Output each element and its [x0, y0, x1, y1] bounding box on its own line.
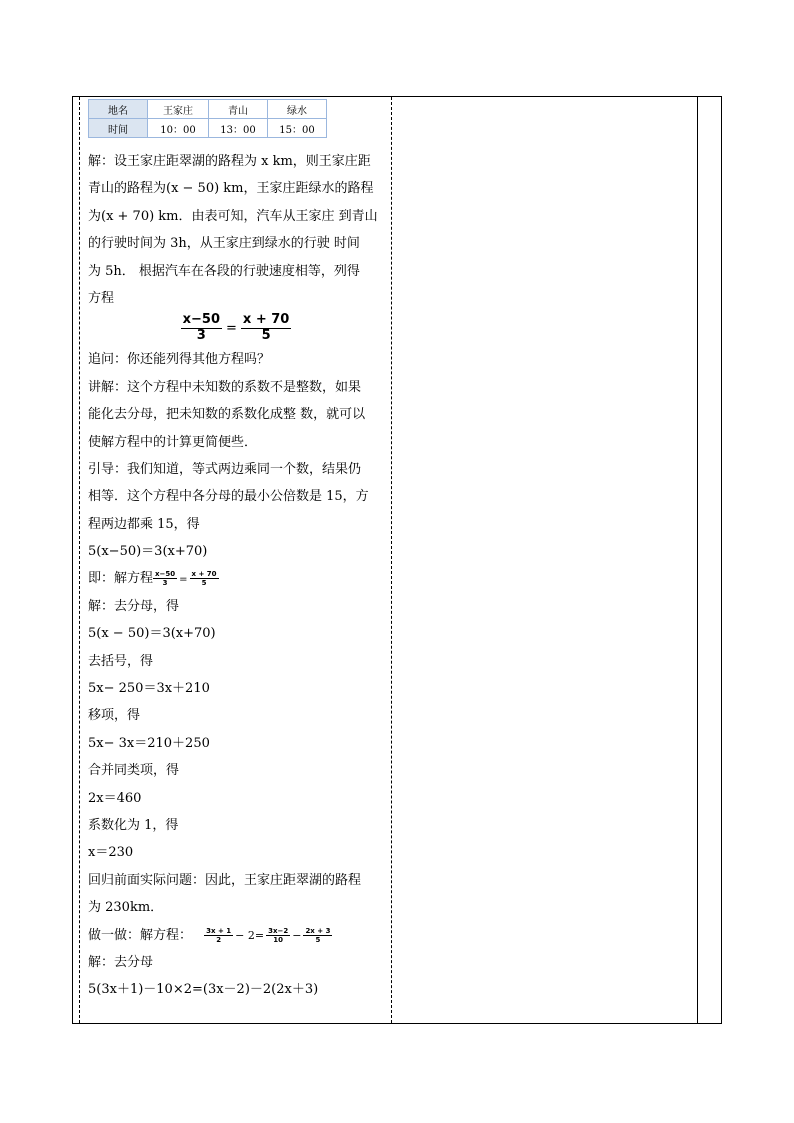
inline-equation-line	[88, 565, 384, 592]
text-line: 解：去分母	[88, 954, 154, 970]
fraction-right	[241, 313, 291, 344]
equation-display	[88, 312, 384, 346]
numerator: 2x + 3	[305, 926, 331, 935]
table-cell: 10：00	[148, 119, 209, 138]
table-cell: 13：00	[209, 119, 268, 138]
table-row	[89, 119, 327, 138]
denominator: 5	[201, 579, 207, 588]
try-intro: 做一做：解方程：	[88, 927, 193, 943]
numerator: x−50	[155, 570, 176, 579]
solve-intro: 即：解方程	[88, 571, 154, 587]
text-line: x＝230	[88, 845, 134, 861]
text-line: 去括号，得	[88, 653, 154, 669]
denominator: 5	[261, 328, 271, 344]
fraction-left	[181, 313, 222, 344]
text-line: 使解方程中的计算更简便些．	[88, 434, 258, 450]
try-equation-line	[88, 922, 384, 949]
text-line: 为 5h． 根据汽车在各段的行驶速度相等，列得	[88, 263, 360, 279]
middle-dashed-border	[391, 97, 392, 1023]
fraction-c	[303, 927, 332, 944]
text-line: 移项，得	[88, 708, 141, 724]
text-line: 能化去分母，把未知数的系数化成整 数，就可以	[88, 407, 366, 423]
equals-sign: =	[179, 574, 188, 586]
fraction-right	[190, 570, 219, 587]
minus-sign: −	[292, 928, 302, 942]
text-line: 讲解：这个方程中未知数的系数不是整数，如果	[88, 379, 362, 395]
text-line: 5(x−50)＝3(x+70)	[88, 544, 208, 560]
fraction-left	[153, 570, 177, 587]
text-line: 青山的路程为(x − 50) km，王家庄距绿水的路程	[88, 181, 374, 197]
fraction-b	[266, 927, 290, 944]
text-line: 解：设王家庄距翠湖的路程为 x km，则王家庄距	[88, 154, 371, 169]
right-column-border	[697, 97, 698, 1023]
table-cell: 15：00	[268, 119, 327, 138]
text-line: 5(3x＋1)－10×2=(3x－2)－2(2x＋3)	[88, 982, 319, 998]
text-line: 程两边都乘 15，得	[88, 516, 200, 532]
text-line: 5x− 250＝3x＋210	[88, 681, 210, 697]
numerator: x + 70	[191, 570, 217, 579]
text-line: 5(x − 50)＝3(x+70)	[88, 626, 216, 642]
denominator: 5	[315, 935, 321, 944]
text-line: 方程	[88, 290, 115, 306]
equals-sign: =	[226, 321, 237, 337]
text-line: 解：去分母，得	[88, 598, 180, 614]
table-cell: 王家庄	[148, 100, 209, 119]
minus-two: − 2=	[235, 928, 265, 942]
table-row	[89, 100, 327, 119]
text-line: 2x＝460	[88, 790, 142, 806]
solution-text	[88, 148, 384, 1004]
table-cell: 青山	[209, 100, 268, 119]
text-line: 为(x + 70) km．由表可知，汽车从王家庄 到青山	[88, 208, 378, 224]
numerator: 3x + 1	[206, 926, 232, 935]
text-line: 系数化为 1，得	[88, 817, 179, 833]
table-cell: 绿水	[268, 100, 327, 119]
fraction-a	[204, 927, 233, 944]
text-line: 为 230km．	[88, 900, 164, 916]
schedule-table	[88, 99, 327, 138]
table-cell: 地名	[89, 100, 148, 119]
denominator: 3	[162, 579, 168, 588]
text-line: 合并同类项，得	[88, 763, 180, 779]
text-line: 相等．这个方程中各分母的最小公倍数是 15，方	[88, 489, 369, 505]
text-line: 5x− 3x＝210＋250	[88, 735, 210, 751]
text-line: 回归前面实际问题：因此，王家庄距翠湖的路程	[88, 872, 362, 888]
numerator: 3x−2	[268, 926, 289, 935]
denominator: 10	[273, 935, 284, 944]
text-line: 的行驶时间为 3h，从王家庄到绿水的行驶 时间	[88, 236, 360, 252]
table-cell: 时间	[89, 119, 148, 138]
denominator: 3	[196, 328, 206, 344]
denominator: 2	[216, 935, 222, 944]
text-line: 引导：我们知道，等式两边乘同一个数，结果仍	[88, 461, 362, 477]
numerator: x + 70	[242, 312, 290, 328]
text-line: 追问：你还能列得其他方程吗？	[88, 352, 271, 368]
left-dashed-border	[79, 97, 80, 1023]
numerator: x−50	[182, 312, 221, 328]
